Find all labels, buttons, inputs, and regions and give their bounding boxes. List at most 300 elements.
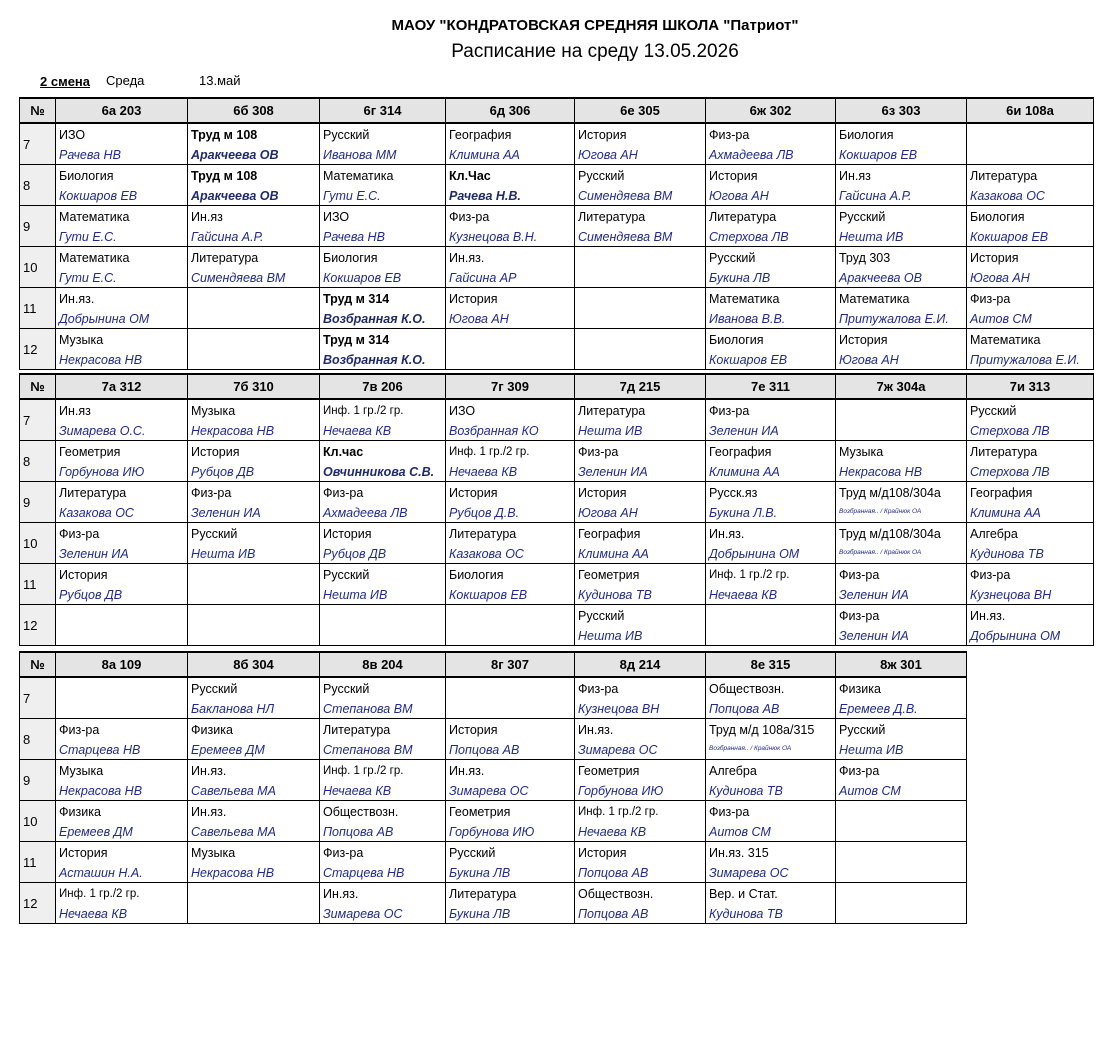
- lesson-cell: [967, 441, 1094, 482]
- lesson-number: 7: [20, 677, 56, 719]
- lesson-cell: [836, 883, 967, 924]
- teacher-name: Попцова АВ: [449, 743, 520, 757]
- subject-name: География: [970, 486, 1033, 500]
- teacher-name: Климина АА: [970, 506, 1041, 520]
- lesson-number: 11: [20, 564, 56, 605]
- teacher-name: Возбранная К.О.: [323, 312, 426, 326]
- teacher-name: Кокшаров ЕВ: [323, 271, 402, 285]
- subject-name: Кл.час: [323, 445, 364, 459]
- lesson-cell: [706, 123, 836, 165]
- table-row: [20, 677, 1094, 719]
- subject-name: Литература: [449, 527, 517, 541]
- teacher-name: Савельева МА: [191, 784, 276, 798]
- table-row: [20, 288, 1094, 329]
- lesson-number: 12: [20, 883, 56, 924]
- lesson-cell: [188, 564, 320, 605]
- lesson-cell: [320, 883, 446, 924]
- teacher-name: Иванова ММ: [323, 148, 397, 162]
- lesson-cell: [836, 165, 967, 206]
- empty-space: [967, 801, 1094, 842]
- teacher-name: Степанова ВМ: [323, 702, 413, 716]
- teacher-name: Рубцов ДВ: [323, 547, 387, 561]
- subject-name: Алгебра: [709, 764, 757, 778]
- lesson-cell: [967, 564, 1094, 605]
- schedule-table-2: [19, 373, 1094, 646]
- lesson-cell: [56, 288, 188, 329]
- teacher-name: Кудинова ТВ: [709, 907, 783, 921]
- teacher-name: Еремеев ДМ: [191, 743, 265, 757]
- subject-name: Инф. 1 гр./2 гр.: [323, 765, 404, 777]
- lesson-cell: [320, 523, 446, 564]
- subject-name: Физ-ра: [839, 764, 880, 778]
- teacher-name: Казакова ОС: [449, 547, 524, 561]
- lesson-cell: [836, 605, 967, 646]
- lesson-cell: [836, 760, 967, 801]
- lesson-cell: [836, 564, 967, 605]
- class-header: 7г 309: [446, 374, 575, 399]
- lesson-cell: [967, 399, 1094, 441]
- lesson-number: 9: [20, 482, 56, 523]
- lesson-cell: [446, 247, 575, 288]
- teacher-name: Зеленин ИА: [59, 547, 129, 561]
- subject-name: Физ-ра: [970, 568, 1011, 582]
- lesson-cell: [836, 399, 967, 441]
- table-row: [20, 165, 1094, 206]
- lesson-number: 8: [20, 441, 56, 482]
- lesson-cell: [320, 165, 446, 206]
- lesson-cell: [836, 482, 967, 523]
- teacher-name: Симендяева ВМ: [191, 271, 286, 285]
- lesson-cell: [706, 247, 836, 288]
- subject-name: Обществозн.: [578, 887, 654, 901]
- teacher-name: Стерхова ЛВ: [970, 465, 1050, 479]
- lesson-cell: [967, 329, 1094, 370]
- lesson-cell: [836, 329, 967, 370]
- teacher-name: Климина АА: [709, 465, 780, 479]
- lesson-cell: [320, 247, 446, 288]
- teacher-name: Стерхова ЛВ: [970, 424, 1050, 438]
- subject-name: Литература: [323, 723, 391, 737]
- teacher-name: Некрасова НВ: [59, 353, 143, 367]
- lesson-cell: [967, 165, 1094, 206]
- subject-name: Биология: [323, 251, 378, 265]
- lesson-cell: [56, 206, 188, 247]
- subject-name: Ин.яз.: [449, 764, 485, 778]
- lesson-number: 10: [20, 523, 56, 564]
- teacher-name: Зимарева О.С.: [59, 424, 146, 438]
- table-row: [20, 523, 1094, 564]
- empty-space: [967, 842, 1094, 883]
- lesson-cell: [706, 883, 836, 924]
- lesson-cell: [188, 329, 320, 370]
- lesson-cell: [446, 719, 575, 760]
- table-row: [20, 206, 1094, 247]
- teacher-name: Некрасова НВ: [839, 465, 923, 479]
- lesson-cell: [575, 677, 706, 719]
- teacher-name: Старцева НВ: [323, 866, 405, 880]
- subject-name: Литература: [970, 445, 1038, 459]
- lesson-cell: [967, 482, 1094, 523]
- empty-space: [967, 719, 1094, 760]
- subject-name: Ин.яз: [191, 210, 223, 224]
- teacher-name: Добрынина ОМ: [709, 547, 800, 561]
- teacher-name: Некрасова НВ: [59, 784, 143, 798]
- teacher-name: Кокшаров ЕВ: [709, 353, 788, 367]
- teacher-name: Стерхова ЛВ: [709, 230, 789, 244]
- lesson-cell: [706, 399, 836, 441]
- lesson-cell: [188, 206, 320, 247]
- lesson-cell: [56, 719, 188, 760]
- subject-name: Геометрия: [449, 805, 511, 819]
- teacher-name: Кудинова ТВ: [970, 547, 1044, 561]
- teacher-name: Кудинова ТВ: [709, 784, 783, 798]
- lesson-cell: [575, 206, 706, 247]
- teacher-name: Рачева Н.В.: [449, 189, 521, 203]
- lesson-cell: [56, 523, 188, 564]
- teacher-name: Зеленин ИА: [839, 588, 909, 602]
- lesson-cell: [56, 482, 188, 523]
- teacher-name: Зимарева ОС: [578, 743, 658, 757]
- lesson-cell: [836, 801, 967, 842]
- lesson-cell: [188, 760, 320, 801]
- lesson-cell: [446, 677, 575, 719]
- subject-name: История: [578, 486, 627, 500]
- table-row: [20, 801, 1094, 842]
- subject-name: Геометрия: [578, 568, 640, 582]
- subject-name: Русский: [839, 210, 886, 224]
- lesson-cell: [188, 288, 320, 329]
- teacher-name: Возбранная.. / Крайнюк ОА: [839, 549, 922, 556]
- teacher-name: Нечаева КВ: [323, 784, 392, 798]
- subject-name: Русский: [839, 723, 886, 737]
- subject-name: Труд м/д108/304а: [839, 527, 941, 541]
- teacher-name: Букина ЛВ: [709, 271, 771, 285]
- subject-name: Музыка: [59, 333, 104, 347]
- subject-name: История: [709, 169, 758, 183]
- empty-space: [967, 652, 1094, 677]
- subject-name: Обществозн.: [709, 682, 785, 696]
- subject-name: Труд м 108: [191, 169, 258, 183]
- lesson-number: 10: [20, 801, 56, 842]
- subject-name: История: [59, 568, 108, 582]
- table-row: [20, 605, 1094, 646]
- lesson-cell: [575, 247, 706, 288]
- teacher-name: Аракчеева ОВ: [191, 148, 279, 162]
- subject-name: Ин.яз.: [191, 805, 227, 819]
- lesson-cell: [446, 883, 575, 924]
- teacher-name: Букина Л.В.: [709, 506, 778, 520]
- lesson-cell: [188, 883, 320, 924]
- lesson-number: 12: [20, 329, 56, 370]
- teacher-name: Горбунова ИЮ: [59, 465, 145, 479]
- subject-name: История: [578, 128, 627, 142]
- subject-name: Физ-ра: [709, 805, 750, 819]
- class-header: 7д 215: [575, 374, 706, 399]
- teacher-name: Возбранная К.О.: [323, 353, 426, 367]
- teacher-name: Горбунова ИЮ: [449, 825, 535, 839]
- teacher-name: Овчинникова С.В.: [323, 465, 435, 479]
- lesson-cell: [706, 165, 836, 206]
- lesson-cell: [56, 399, 188, 441]
- lesson-cell: [575, 441, 706, 482]
- teacher-name: Попцова АВ: [709, 702, 780, 716]
- class-header: 8г 307: [446, 652, 575, 677]
- subject-name: География: [709, 445, 772, 459]
- teacher-name: Зимарева ОС: [709, 866, 789, 880]
- teacher-name: Нечаева КВ: [449, 465, 518, 479]
- lesson-cell: [446, 801, 575, 842]
- teacher-name: Рубцов ДВ: [59, 588, 123, 602]
- teacher-name: Аракчеева ОВ: [839, 271, 922, 285]
- subject-name: Музыка: [191, 404, 236, 418]
- teacher-name: Возбранная.. / Крайнюк ОА: [839, 508, 922, 515]
- teacher-name: Югова АН: [578, 506, 638, 520]
- lesson-cell: [575, 564, 706, 605]
- teacher-name: Некрасова НВ: [191, 424, 275, 438]
- lesson-cell: [706, 677, 836, 719]
- subject-name: Вер. и Стат.: [709, 887, 778, 901]
- lesson-cell: [188, 441, 320, 482]
- lesson-cell: [188, 605, 320, 646]
- lesson-number: 8: [20, 719, 56, 760]
- teacher-name: Нешта ИВ: [578, 629, 643, 643]
- lesson-cell: [446, 564, 575, 605]
- lesson-cell: [575, 883, 706, 924]
- lesson-number: 8: [20, 165, 56, 206]
- subject-name: Русский: [449, 846, 496, 860]
- subject-name: Русский: [970, 404, 1017, 418]
- lesson-cell: [446, 206, 575, 247]
- lesson-cell: [56, 165, 188, 206]
- subject-name: Музыка: [839, 445, 884, 459]
- class-header: 7и 313: [967, 374, 1094, 399]
- subject-name: Труд м 314: [323, 292, 390, 306]
- teacher-name: Старцева НВ: [59, 743, 141, 757]
- subject-name: Биология: [839, 128, 894, 142]
- lesson-cell: [320, 842, 446, 883]
- subject-name: Инф. 1 гр./2 гр.: [709, 569, 790, 581]
- class-header: 7е 311: [706, 374, 836, 399]
- subject-name: Физ-ра: [839, 568, 880, 582]
- subject-name: Физ-ра: [59, 723, 100, 737]
- subject-name: Русский: [323, 568, 370, 582]
- lesson-cell: [706, 329, 836, 370]
- lesson-cell: [706, 523, 836, 564]
- subject-name: Русский: [191, 527, 238, 541]
- lesson-number: 12: [20, 605, 56, 646]
- teacher-name: Нечаева КВ: [59, 907, 128, 921]
- lesson-cell: [706, 564, 836, 605]
- subject-name: Труд 303: [839, 251, 891, 265]
- table-row: [20, 883, 1094, 924]
- teacher-name: Симендяева ВМ: [578, 189, 673, 203]
- teacher-name: Нешта ИВ: [839, 230, 904, 244]
- lesson-cell: [320, 206, 446, 247]
- lesson-cell: [446, 399, 575, 441]
- subject-name: ИЗО: [323, 210, 350, 224]
- class-header: 6ж 302: [706, 98, 836, 123]
- class-header: 6е 305: [575, 98, 706, 123]
- teacher-name: Аитов СМ: [709, 825, 771, 839]
- teacher-name: Зимарева ОС: [449, 784, 529, 798]
- lesson-cell: [706, 760, 836, 801]
- lesson-cell: [188, 677, 320, 719]
- lesson-cell: [706, 441, 836, 482]
- subject-name: История: [323, 527, 372, 541]
- lesson-cell: [446, 165, 575, 206]
- teacher-name: Возбранная КО: [449, 424, 539, 438]
- lesson-cell: [575, 399, 706, 441]
- teacher-name: Еремеев ДМ: [59, 825, 133, 839]
- lesson-cell: [706, 482, 836, 523]
- lesson-cell: [575, 165, 706, 206]
- teacher-name: Зеленин ИА: [578, 465, 648, 479]
- subject-name: Ин.яз. 315: [709, 846, 769, 860]
- lesson-cell: [706, 288, 836, 329]
- subject-name: ИЗО: [59, 128, 86, 142]
- teacher-name: Притужалова Е.И.: [839, 312, 949, 326]
- class-header: 8ж 301: [836, 652, 967, 677]
- subject-name: Математика: [59, 210, 130, 224]
- subject-name: История: [449, 486, 498, 500]
- subject-name: Литература: [709, 210, 777, 224]
- subject-name: История: [449, 292, 498, 306]
- subject-name: География: [578, 527, 641, 541]
- lesson-cell: [575, 523, 706, 564]
- teacher-name: Еремеев Д.В.: [839, 702, 918, 716]
- teacher-name: Гайсина А.Р.: [839, 189, 912, 203]
- subject-name: Физика: [191, 723, 233, 737]
- lesson-number: 7: [20, 399, 56, 441]
- lesson-cell: [320, 719, 446, 760]
- lesson-cell: [56, 760, 188, 801]
- subject-name: Физ-ра: [323, 846, 364, 860]
- lesson-number: 10: [20, 247, 56, 288]
- subject-name: Геометрия: [59, 445, 121, 459]
- lesson-number-header: №: [20, 98, 56, 123]
- teacher-name: Нечаева КВ: [709, 588, 778, 602]
- lesson-cell: [56, 329, 188, 370]
- lesson-cell: [967, 523, 1094, 564]
- lesson-cell: [188, 801, 320, 842]
- teacher-name: Горбунова ИЮ: [578, 784, 664, 798]
- subject-name: История: [578, 846, 627, 860]
- subject-name: Литература: [578, 210, 646, 224]
- lesson-cell: [446, 760, 575, 801]
- subject-name: Ин.яз.: [970, 609, 1006, 623]
- lesson-cell: [836, 288, 967, 329]
- table-row: [20, 399, 1094, 441]
- subject-name: Ин.яз.: [323, 887, 359, 901]
- lesson-cell: [188, 719, 320, 760]
- subject-name: Обществозн.: [323, 805, 399, 819]
- subject-name: Кл.Час: [449, 169, 491, 183]
- subject-name: Литература: [59, 486, 127, 500]
- lesson-cell: [967, 206, 1094, 247]
- teacher-name: Некрасова НВ: [191, 866, 275, 880]
- subject-name: Геометрия: [578, 764, 640, 778]
- subject-name: Литература: [970, 169, 1038, 183]
- subject-name: Физ-ра: [323, 486, 364, 500]
- subject-name: Инф. 1 гр./2 гр.: [449, 446, 530, 458]
- teacher-name: Рачева НВ: [59, 148, 121, 162]
- subject-name: История: [449, 723, 498, 737]
- teacher-name: Гути Е.С.: [59, 271, 117, 285]
- teacher-name: Кокшаров ЕВ: [449, 588, 528, 602]
- lesson-cell: [320, 123, 446, 165]
- lesson-cell: [446, 288, 575, 329]
- lesson-number-header: №: [20, 374, 56, 399]
- school-title: МАОУ "КОНДРАТОВСКАЯ СРЕДНЯЯ ШКОЛА "Патриот": [391, 17, 799, 34]
- subject-name: Физ-ра: [709, 128, 750, 142]
- subject-name: Труд м/д 108а/315: [709, 723, 815, 737]
- lesson-cell: [56, 247, 188, 288]
- subject-name: Русский: [709, 251, 756, 265]
- lesson-cell: [575, 842, 706, 883]
- subject-name: Алгебра: [970, 527, 1018, 541]
- class-header: 6д 306: [446, 98, 575, 123]
- class-header: 8в 204: [320, 652, 446, 677]
- class-header: 7а 312: [56, 374, 188, 399]
- empty-space: [967, 760, 1094, 801]
- subject-name: Инф. 1 гр./2 гр.: [578, 806, 659, 818]
- teacher-name: Гайсина А.Р.: [191, 230, 264, 244]
- lesson-cell: [836, 677, 967, 719]
- table-row: [20, 329, 1094, 370]
- lesson-cell: [706, 719, 836, 760]
- teacher-name: Бакланова НЛ: [191, 702, 275, 716]
- lesson-cell: [320, 760, 446, 801]
- teacher-name: Попцова АВ: [578, 907, 649, 921]
- teacher-name: Савельева МА: [191, 825, 276, 839]
- teacher-name: Кокшаров ЕВ: [59, 189, 138, 203]
- schedule-table-3: [19, 651, 1094, 924]
- lesson-number: 11: [20, 842, 56, 883]
- teacher-name: Казакова ОС: [59, 506, 134, 520]
- subject-name: Литература: [449, 887, 517, 901]
- class-header: 6б 308: [188, 98, 320, 123]
- teacher-name: Казакова ОС: [970, 189, 1045, 203]
- teacher-name: Климина АА: [578, 547, 649, 561]
- teacher-name: Аитов СМ: [839, 784, 901, 798]
- teacher-name: Рачева НВ: [323, 230, 385, 244]
- teacher-name: Югова АН: [839, 353, 899, 367]
- subject-name: Музыка: [191, 846, 236, 860]
- lesson-cell: [320, 288, 446, 329]
- teacher-name: Гути Е.С.: [59, 230, 117, 244]
- teacher-name: Добрынина ОМ: [970, 629, 1061, 643]
- subject-name: Биология: [970, 210, 1025, 224]
- subject-name: Биология: [59, 169, 114, 183]
- table-row: [20, 441, 1094, 482]
- lesson-cell: [56, 564, 188, 605]
- lesson-number: 9: [20, 760, 56, 801]
- class-header: 8е 315: [706, 652, 836, 677]
- class-header: 8б 304: [188, 652, 320, 677]
- subject-name: Физ-ра: [578, 445, 619, 459]
- lesson-cell: [575, 719, 706, 760]
- lesson-cell: [446, 123, 575, 165]
- subject-name: История: [191, 445, 240, 459]
- teacher-name: Югова АН: [709, 189, 769, 203]
- teacher-name: Кузнецова ВН: [970, 588, 1052, 602]
- subject-name: Ин.яз.: [449, 251, 485, 265]
- teacher-name: Гайсина АР: [449, 271, 517, 285]
- subject-name: Инф. 1 гр./2 гр.: [59, 888, 140, 900]
- lesson-cell: [575, 801, 706, 842]
- lesson-cell: [446, 441, 575, 482]
- lesson-cell: [320, 801, 446, 842]
